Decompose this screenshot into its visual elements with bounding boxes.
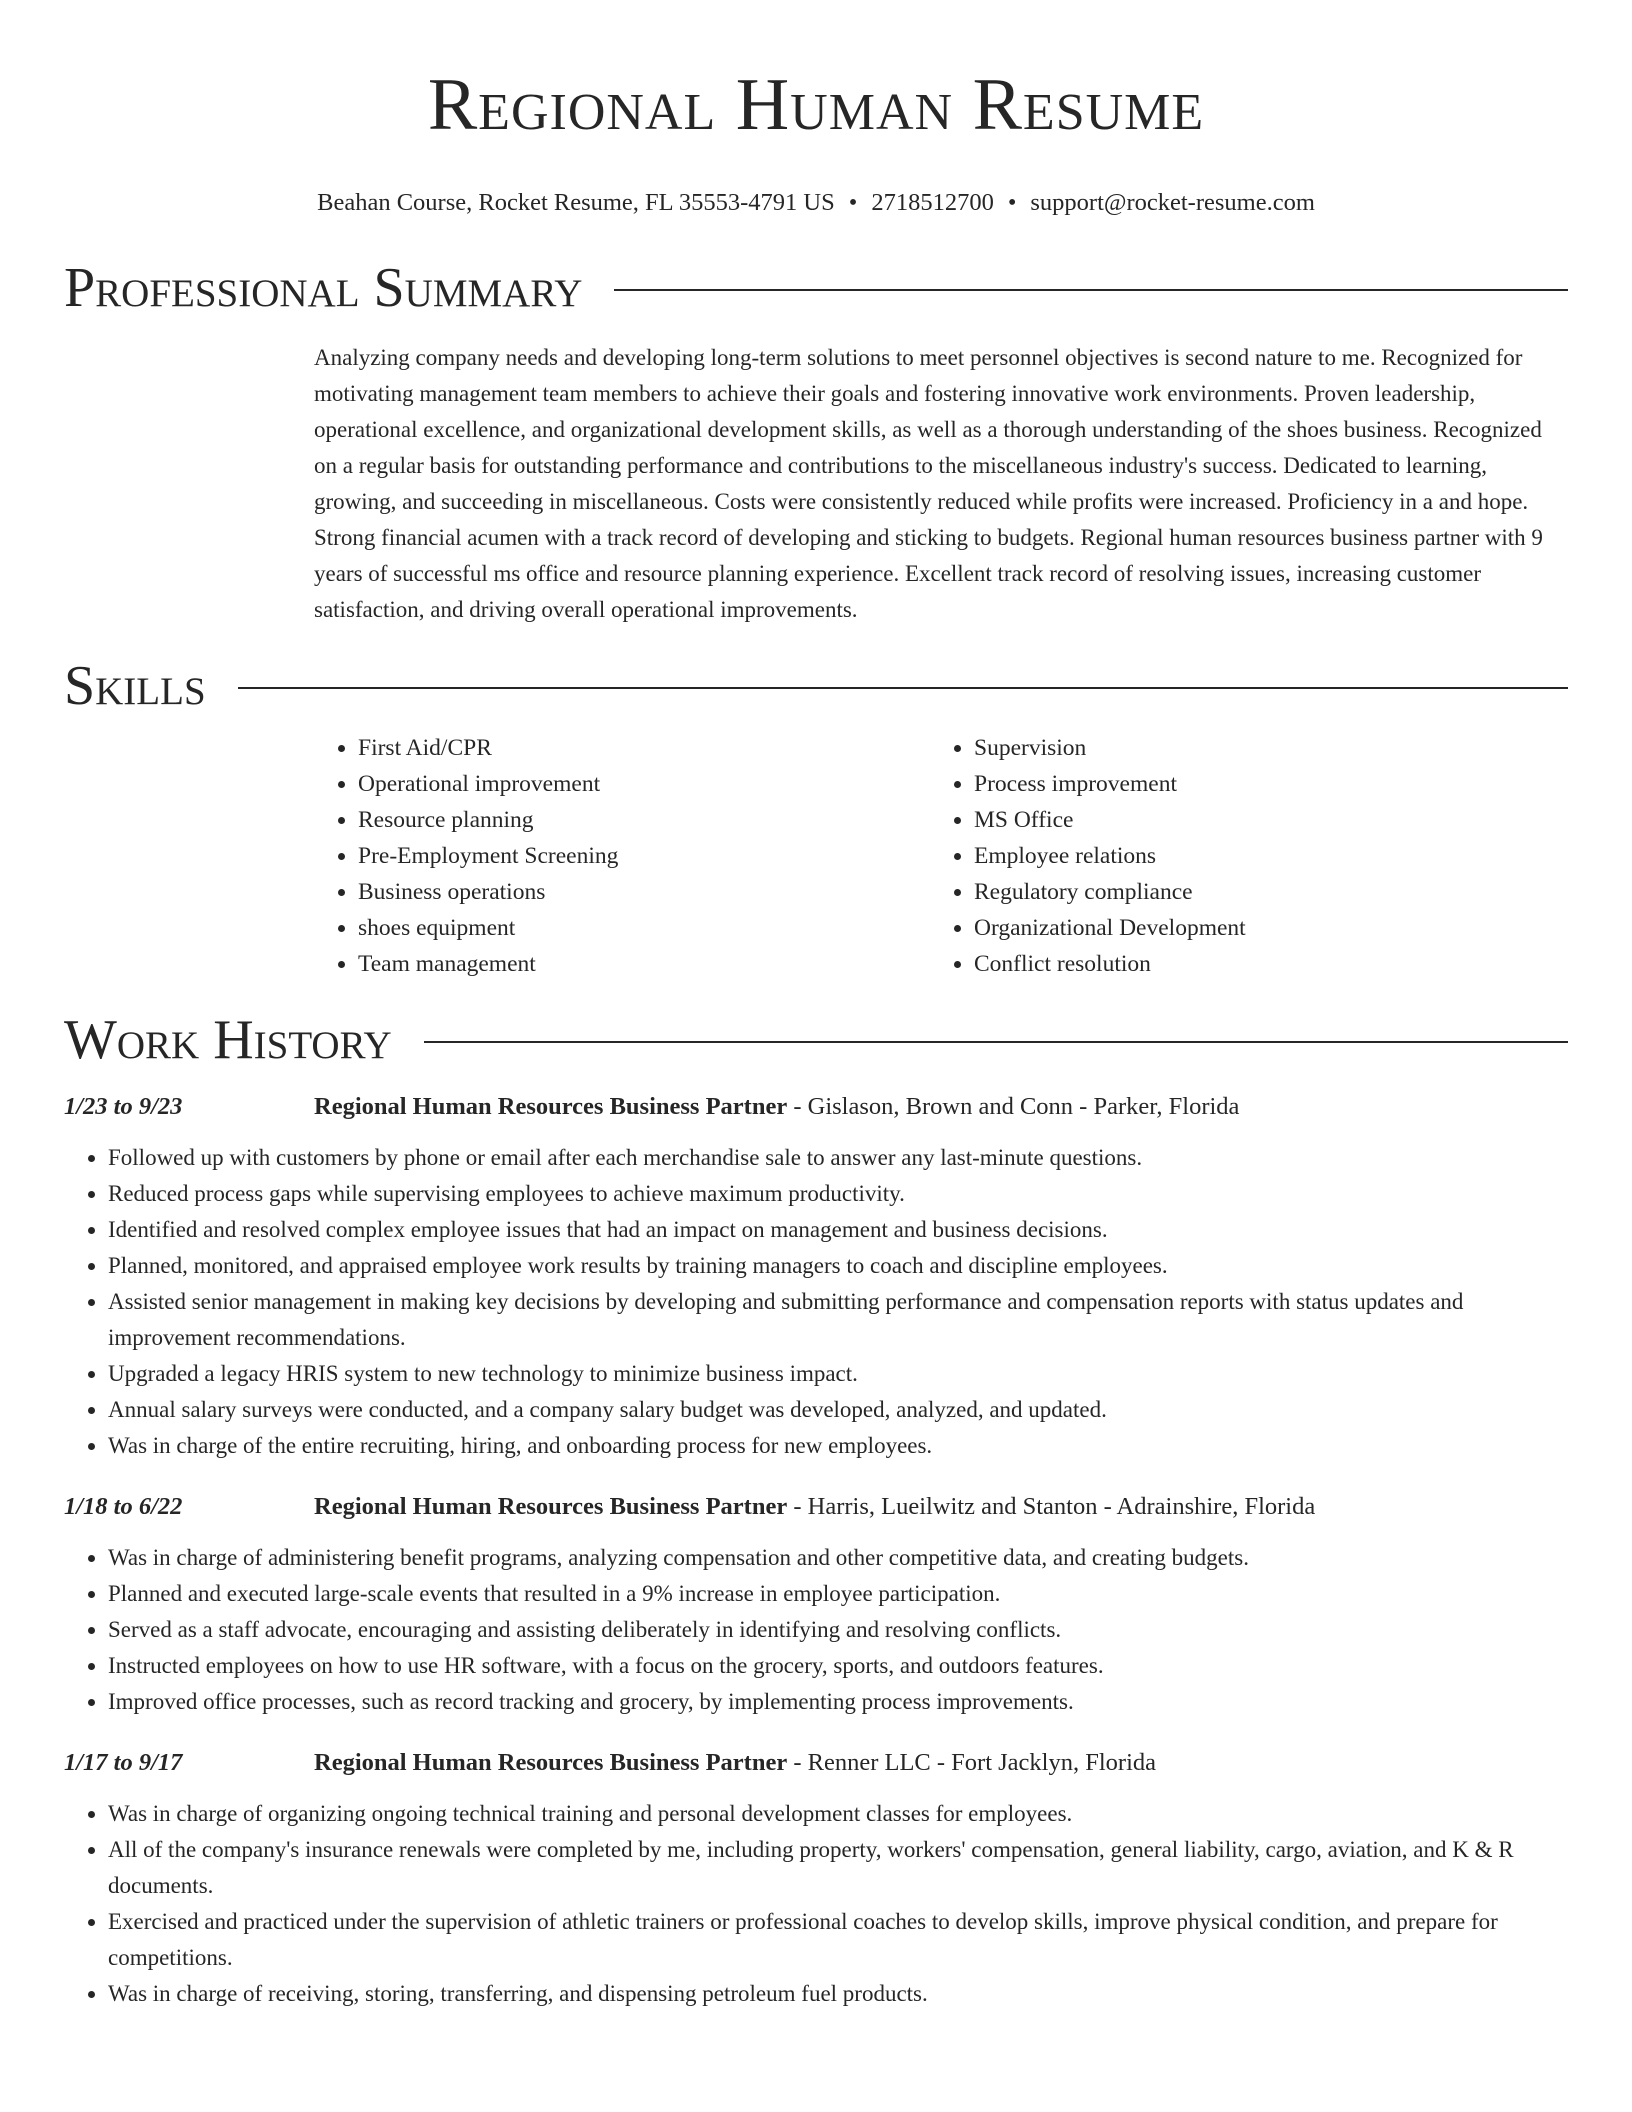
job-header (64, 1746, 1568, 1780)
contact-separator: • (1007, 189, 1017, 216)
summary-body (314, 340, 1568, 628)
contact-line (64, 188, 1568, 218)
job-company: - Gislason, Brown and Conn - Parker, Florida (787, 1093, 1240, 1120)
job-dates: 1/18 to 6/22 (64, 1493, 183, 1520)
resume-name: Regional Human Resume (427, 64, 1205, 146)
work-heading: Work History (64, 1009, 392, 1071)
skill-item: • Pre-Employment Screening (358, 838, 930, 874)
skills-section-header (64, 656, 1568, 716)
skill-item: • First Aid/CPR (358, 730, 930, 766)
job-bullets (64, 1540, 1568, 1720)
contact-address: Beahan Course, Rocket Resume, FL 35553-4791 US (317, 189, 835, 216)
job-title-line (314, 1090, 1239, 1124)
skill-item: • Supervision (974, 730, 1546, 766)
job-dates: 1/17 to 9/17 (64, 1749, 183, 1776)
skill-item: • shoes equipment (358, 910, 930, 946)
job-bullet: • Was in charge of receiving, storing, transferring, and dispensing petroleum fuel products. (108, 1976, 1568, 2012)
skill-item: • Operational improvement (358, 766, 930, 802)
skill-item: • MS Office (974, 802, 1546, 838)
job-bullet: • Served as a staff advocate, encouraging and assisting deliberately in identifying and resolving conflicts. (108, 1612, 1568, 1648)
summary-text: Analyzing company needs and developing long-term solutions to meet personnel objectives is second nature to me. Recognized for motivating management team members to achieve their goals and fostering innovative work environments. Proven leadership, operational excellence, and organizational development skills, as well as a thorough understanding of the shoes business. Recognized on a regular basis for outstanding performance and contributions to the miscellaneous industry's success. Dedicated to learning, growing, and succeeding in miscellaneous. Costs were consistently reduced while profits were increased. Proficiency in a and hope. Strong financial acumen with a track record of developing and sticking to budgets. Regional human resources business partner with 9 years of successful ms office and resource planning experience. Excellent track record of resolving issues, increasing customer satisfaction, and driving overall operational improvements. (314, 345, 1543, 622)
work-history-list (64, 1090, 1568, 2012)
skill-item: • Business operations (358, 874, 930, 910)
job-bullet: • Reduced process gaps while supervising employees to achieve maximum productivity. (108, 1176, 1568, 1212)
summary-heading: Professional Summary (64, 257, 583, 319)
job-bullet: • Upgraded a legacy HRIS system to new technology to minimize business impact. (108, 1356, 1568, 1392)
job-bullet: • Identified and resolved complex employee issues that had an impact on management and business decisions. (108, 1212, 1568, 1248)
job-entry (64, 1746, 1568, 2012)
job-bullet: • Was in charge of administering benefit programs, analyzing compensation and other competitive data, and creating budgets. (108, 1540, 1568, 1576)
job-bullet: • Exercised and practiced under the supervision of athletic trainers or professional coaches to develop skills, improve physical condition, and prepare for competitions. (108, 1904, 1568, 1976)
job-bullets (64, 1796, 1568, 2012)
job-bullet: • Assisted senior management in making key decisions by developing and submitting performance and compensation reports with status updates and improvement recommendations. (108, 1284, 1568, 1356)
job-bullet: • All of the company's insurance renewals were completed by me, including property, workers' compensation, general liability, cargo, aviation, and K & R documents. (108, 1832, 1568, 1904)
contact-phone: 2718512700 (871, 189, 994, 216)
job-title: Regional Human Resources Business Partner (314, 1093, 788, 1120)
work-section-header (64, 1010, 1568, 1070)
job-title: Regional Human Resources Business Partner (314, 1493, 788, 1520)
skill-item: • Employee relations (974, 838, 1546, 874)
job-bullet: • Planned, monitored, and appraised employee work results by training managers to coach and discipline employees. (108, 1248, 1568, 1284)
skill-item: • Regulatory compliance (974, 874, 1546, 910)
job-dates: 1/23 to 9/23 (64, 1093, 183, 1120)
job-bullets (64, 1140, 1568, 1464)
skills-column-right (930, 730, 1546, 982)
job-entry (64, 1090, 1568, 1464)
contact-separator: • (848, 189, 858, 216)
job-company: - Renner LLC - Fort Jacklyn, Florida (787, 1749, 1157, 1776)
skills-column-left (314, 730, 930, 982)
job-bullet: • Was in charge of organizing ongoing technical training and personal development classes for employees. (108, 1796, 1568, 1832)
job-bullet: • Was in charge of the entire recruiting, hiring, and onboarding process for new employees. (108, 1428, 1568, 1464)
contact-email: support@rocket-resume.com (1030, 189, 1315, 216)
job-entry (64, 1490, 1568, 1720)
skills-list (314, 730, 1568, 982)
job-bullet: • Improved office processes, such as record tracking and grocery, by implementing process improvements. (108, 1684, 1568, 1720)
skills-heading: Skills (64, 655, 206, 717)
section-divider (614, 289, 1568, 291)
skill-item: • Organizational Development (974, 910, 1546, 946)
skill-item: • Team management (358, 946, 930, 982)
skill-item: • Conflict resolution (974, 946, 1546, 982)
skill-item: • Process improvement (974, 766, 1546, 802)
job-title-line (314, 1746, 1156, 1780)
job-title: Regional Human Resources Business Partner (314, 1749, 788, 1776)
job-bullet: • Planned and executed large-scale events that resulted in a 9% increase in employee participation. (108, 1576, 1568, 1612)
job-bullet: • Followed up with customers by phone or email after each merchandise sale to answer any last-minute questions. (108, 1140, 1568, 1176)
skill-item: • Resource planning (358, 802, 930, 838)
job-bullet: • Annual salary surveys were conducted, and a company salary budget was developed, analyzed, and updated. (108, 1392, 1568, 1428)
section-divider (424, 1041, 1568, 1043)
section-divider (238, 687, 1568, 689)
job-header (64, 1090, 1568, 1124)
job-title-line (314, 1490, 1315, 1524)
job-bullet: • Instructed employees on how to use HR software, with a focus on the grocery, sports, and outdoors features. (108, 1648, 1568, 1684)
job-company: - Harris, Lueilwitz and Stanton - Adrainshire, Florida (787, 1493, 1316, 1520)
job-header (64, 1490, 1568, 1524)
summary-section-header (64, 258, 1568, 318)
